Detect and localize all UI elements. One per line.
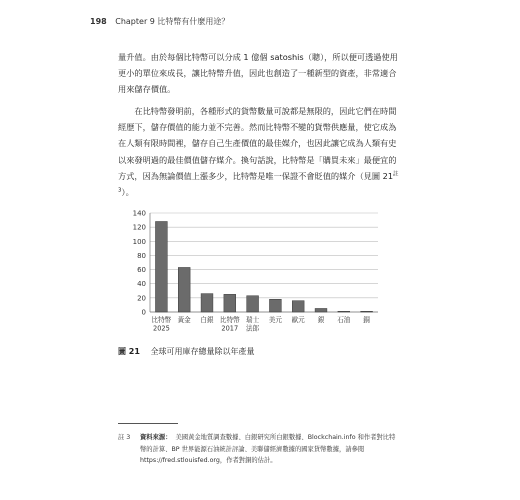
x-tick-label: 比特幣 (219, 316, 240, 324)
x-tick-label: 黃金 (177, 316, 191, 324)
bar (178, 267, 190, 312)
stock-to-flow-bar-chart (130, 205, 382, 333)
y-tick-label: 100 (132, 237, 146, 246)
x-tick-label: 法郎 (246, 324, 260, 333)
chapter-title: Chapter 9 比特幣有什麼用途？ (115, 17, 230, 26)
x-tick-label: 銅 (363, 316, 370, 324)
footnote-ref: 註 3 (118, 171, 399, 194)
x-tick-label: 美元 (268, 316, 282, 324)
footnote (118, 432, 400, 467)
footnote-source-label: 資料來源： (140, 434, 172, 441)
paragraph-1: 量升值。由於每個比特幣可以分成 1 億個 satoshis（聰），所以便可透過使用更小的單位來成長，讓比特幣升值，因此也創造了一種新型的資產，非常適合用來儲存價值。 (118, 52, 398, 95)
x-tick-label: 白銀 (200, 316, 214, 324)
paragraph-2-tail: ）。 (121, 187, 134, 198)
y-tick-label: 0 (141, 308, 146, 317)
page-number: 198 (90, 17, 107, 26)
y-tick-label: 140 (132, 209, 146, 218)
bar (247, 296, 259, 312)
bar (315, 308, 327, 312)
running-header (90, 16, 229, 27)
figure-caption-text: 全球可用庫存總量除以年產量 (150, 347, 255, 356)
footnote-divider (118, 423, 178, 424)
bar (269, 299, 281, 312)
paragraph-2 (118, 103, 400, 200)
bar (338, 311, 350, 312)
y-tick-label: 60 (137, 266, 146, 275)
footnote-text: 美國黃金地質調查數據、白銀研究所白銀數據、Blockchain.info 和作者對比特幣的計算、BP 世界能源石油統計評論、美聯儲經濟數據的國家貨幣數據，請參閱 https://fred.stlouisfed.org，作者對銅的估計。 (140, 434, 396, 464)
x-tick-label: 2025 (153, 324, 170, 333)
x-tick-label: 比特幣 (151, 316, 172, 324)
bar (361, 311, 373, 312)
x-tick-label: 瑞士 (246, 316, 260, 324)
x-tick-label: 銀 (317, 316, 325, 324)
y-tick-label: 20 (137, 294, 146, 303)
bar (155, 221, 167, 312)
footnote-tag: 註 3 (118, 434, 131, 441)
x-tick-label: 石油 (337, 316, 351, 324)
bar (224, 294, 236, 312)
paragraph-2-text: 在比特幣發明前，各種形式的貨幣數量可說都是無限的，因此它們在時間經歷下，儲存價值的能力並不完善。然而比特幣不變的貨幣供應量，使它成為在人類有限時間裡，儲存自己生產價值的最佳媒介，也因此讓它成為人類有史以來發明過的最佳價值儲存媒介。換句話說，比特幣是「購買未來」最便宜的方式，因為無論價值上漲多少，比特幣是唯一保證不會貶值的媒介（見圖 21 (118, 106, 397, 181)
y-tick-label: 80 (137, 251, 146, 260)
x-tick-label: 2017 (221, 324, 239, 333)
bar (292, 301, 304, 312)
figure-label: 圖 21 (118, 347, 140, 356)
footnote-body (140, 432, 400, 467)
y-tick-label: 40 (137, 280, 146, 289)
bar (201, 294, 213, 312)
y-tick-label: 120 (132, 223, 146, 232)
x-tick-label: 歐元 (291, 316, 305, 324)
figure-caption (118, 346, 254, 357)
